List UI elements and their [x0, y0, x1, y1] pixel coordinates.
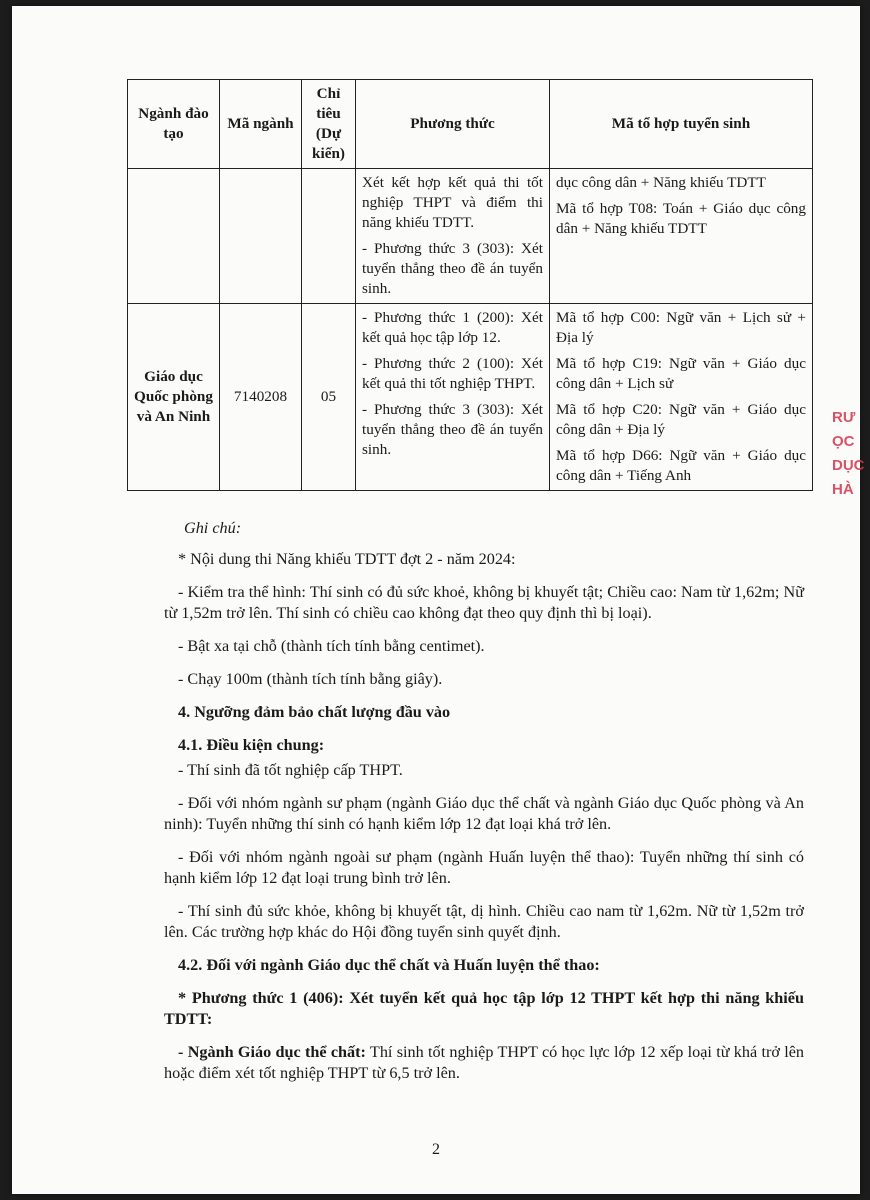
combo-text: Mã tổ hợp C19: Ngữ văn + Giáo dục công dân + Lịch sử — [556, 355, 806, 392]
method-text: - Phương thức 3 (303): Xét tuyển thẳng theo đề án tuyển sinh. — [362, 401, 543, 458]
condition-item: - Đối với nhóm ngành sư phạm (ngành Giáo dục thể chất và ngành Giáo dục Quốc phòng và An ninh): Tuyển những thí sinh có hạnh kiểm lớp 12 đạt loại khá trở lên. — [164, 794, 804, 833]
condition-item: - Đối với nhóm ngành ngoài sư phạm (ngành Huấn luyện thể thao): Tuyển những thí sinh có hạnh kiểm lớp 12 đạt loại trung bình trở lên. — [164, 848, 804, 887]
notes-intro: * Nội dung thi Năng khiếu TDTT đợt 2 - năm 2024: — [178, 550, 516, 568]
header-major: Ngành đào tạo — [128, 80, 220, 169]
notes-item: - Kiểm tra thể hình: Thí sinh có đủ sức khoẻ, không bị khuyết tật; Chiều cao: Nam từ 1,62m; Nữ từ 1,52m trở lên. Thí sinh có chiều cao không đạt theo quy định thì bị loại). — [164, 583, 804, 622]
cell-major — [128, 169, 220, 304]
method-text: - Phương thức 2 (100): Xét kết quả thi tốt nghiệp THPT. — [362, 355, 543, 392]
stamp-text: HÀ — [832, 481, 854, 498]
combo-text: dục công dân + Năng khiếu TDTT — [556, 174, 766, 191]
stamp-text: RƯ — [832, 409, 856, 426]
condition-item: - Thí sinh đủ sức khỏe, không bị khuyết tật, dị hình. Chiều cao nam từ 1,62m. Nữ từ 1,52m trở lên. Các trường hợp khác do Hội đồng tuyển sinh quyết định. — [164, 902, 804, 941]
cell-code: 7140208 — [220, 304, 302, 491]
combo-text: Mã tổ hợp C20: Ngữ văn + Giáo dục công dân + Địa lý — [556, 401, 806, 438]
table-row — [128, 304, 813, 491]
method-text: Xét kết hợp kết quả thi tốt nghiệp THPT và điểm thi năng khiếu TDTT. — [362, 174, 543, 231]
combo-text: Mã tổ hợp D66: Ngữ văn + Giáo dục công dân + Tiếng Anh — [556, 447, 806, 484]
stamp-text: ỌC — [832, 433, 855, 450]
pe-label: - Ngành Giáo dục thể chất: — [178, 1043, 366, 1061]
table-row — [128, 169, 813, 304]
cell-major: Giáo dục Quốc phòng và An Ninh — [128, 304, 220, 491]
section-heading: 4. Ngưỡng đảm bảo chất lượng đầu vào — [178, 703, 451, 721]
document-page — [12, 6, 865, 1194]
pe-text: Thí sinh tốt nghiệp THPT có học lực lớp 12 xếp loại từ khá trở lên hoặc điểm xét tốt nghiệp THPT từ 6,5 trở lên. — [164, 1043, 804, 1082]
method-text: - Phương thức 3 (303): Xét tuyển thẳng theo đề án tuyển sinh. — [362, 240, 543, 297]
cell-quota: 05 — [302, 304, 356, 491]
cell-methods — [356, 304, 550, 491]
cell-combos — [550, 304, 813, 491]
header-code: Mã ngành — [220, 80, 302, 169]
header-method: Phương thức — [356, 80, 550, 169]
cell-combos — [550, 169, 813, 304]
condition-item: - Thí sinh đã tốt nghiệp cấp THPT. — [178, 761, 403, 779]
subsection-heading: 4.2. Đối với ngành Giáo dục thể chất và Huấn luyện thể thao: — [178, 956, 600, 974]
admission-table — [127, 79, 813, 491]
table-header-row — [128, 80, 813, 169]
stamp-text: DỤC — [832, 457, 865, 474]
method-heading: * Phương thức 1 (406): Xét tuyển kết quả học tập lớp 12 THPT kết hợp thi năng khiếu TDTT: — [164, 989, 804, 1028]
header-combo: Mã tổ hợp tuyển sinh — [550, 80, 813, 169]
method-text: - Phương thức 1 (200): Xét kết quả học tập lớp 12. — [362, 309, 543, 346]
pe-paragraph — [164, 1042, 804, 1084]
header-quota: Chỉ tiêu (Dự kiến) — [302, 80, 356, 169]
cell-methods — [356, 169, 550, 304]
page-number: 2 — [432, 1141, 440, 1158]
body-text — [164, 518, 804, 1096]
cell-quota — [302, 169, 356, 304]
combo-text: Mã tổ hợp T08: Toán + Giáo dục công dân + Năng khiếu TDTT — [556, 200, 806, 237]
subsection-heading: 4.1. Điều kiện chung: — [178, 736, 325, 754]
notes-item: - Chạy 100m (thành tích tính bằng giây). — [178, 670, 443, 688]
cell-code — [220, 169, 302, 304]
red-seal-stamp — [832, 406, 870, 576]
combo-text: Mã tổ hợp C00: Ngữ văn + Lịch sử + Địa lý — [556, 309, 806, 346]
notes-label: Ghi chú: — [184, 519, 242, 537]
notes-item: - Bật xa tại chỗ (thành tích tính bằng centimet). — [178, 637, 485, 655]
